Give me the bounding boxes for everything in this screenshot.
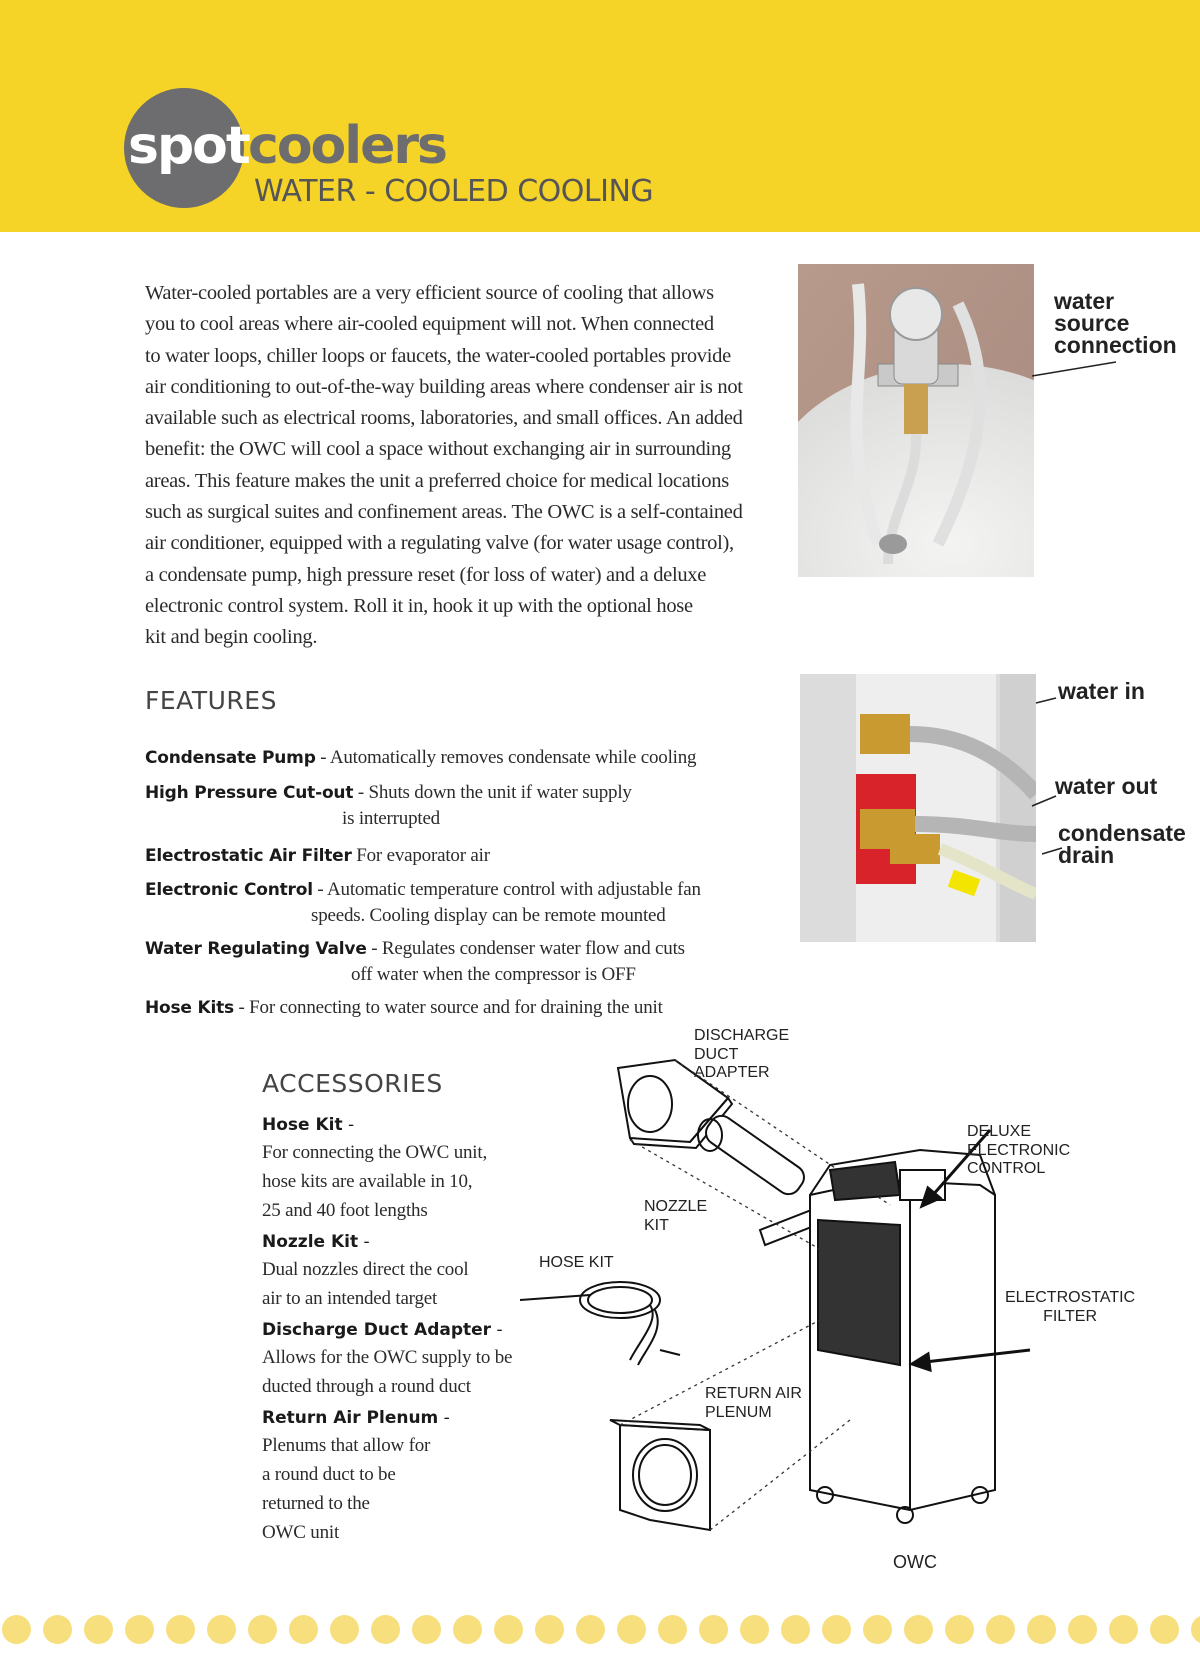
intro-line: such as surgical suites and confinement areas. The OWC is a self-contained — [145, 501, 743, 524]
feature-item — [145, 995, 663, 1021]
accessory-text: Plenums that allow for — [262, 1435, 431, 1456]
feature-title: Condensate Pump — [145, 748, 316, 768]
border-dot — [494, 1615, 523, 1644]
accessory-text: hose kits are available in 10, — [262, 1171, 473, 1192]
accessory-title — [262, 1405, 532, 1431]
border-dot — [904, 1615, 933, 1644]
features-heading: FEATURES — [145, 686, 277, 715]
feature-item — [145, 877, 701, 928]
water-source-label — [1054, 290, 1177, 356]
condensate-drain-label — [1058, 822, 1186, 866]
feature-title: Hose Kits — [145, 998, 234, 1018]
border-dot — [1109, 1615, 1138, 1644]
accessory-title — [262, 1229, 532, 1255]
border-dot — [453, 1615, 482, 1644]
label-line: CONTROL — [967, 1160, 1046, 1177]
border-dot — [330, 1615, 359, 1644]
accessory-text: Dual nozzles direct the cool — [262, 1259, 469, 1280]
feature-sep: - — [312, 879, 328, 900]
feature-title: Electronic Control — [145, 880, 313, 900]
feature-text: Regulates condenser water flow and cuts — [381, 938, 685, 959]
label-line: ELECTROSTATIC — [1005, 1289, 1136, 1306]
intro-line: air conditioning to out-of-the-way building areas where condenser air is not — [145, 375, 743, 398]
feature-title: Electrostatic Air Filter — [145, 846, 352, 866]
accessories-list — [262, 1112, 532, 1547]
feature-sep: - — [353, 782, 369, 803]
label-line: DELUXE — [967, 1123, 1032, 1140]
label-line: condensate — [1058, 820, 1186, 846]
feature-text: Shuts down the unit if water supply — [368, 782, 632, 803]
owc-label: OWC — [893, 1552, 937, 1572]
hose-kit-label — [539, 1254, 614, 1273]
border-dot — [125, 1615, 154, 1644]
intro-line: areas. This feature makes the unit a preferred choice for medical locations — [145, 469, 729, 492]
water-out-label: water out — [1055, 773, 1158, 799]
border-dot — [945, 1615, 974, 1644]
border-dot — [617, 1615, 646, 1644]
accessory-title-text: Discharge Duct Adapter — [262, 1320, 492, 1340]
accessory-title-text: Nozzle Kit — [262, 1232, 359, 1252]
water-in-label: water in — [1058, 678, 1145, 704]
label-line: PLENUM — [705, 1403, 772, 1421]
feature-text: Automatic temperature control with adjustable fan — [327, 879, 701, 900]
border-dot — [576, 1615, 605, 1644]
border-dot — [166, 1615, 195, 1644]
feature-item — [145, 745, 696, 771]
border-dot — [699, 1615, 728, 1644]
accessory-title-text: Return Air Plenum — [262, 1408, 439, 1428]
intro-line: benefit: the OWC will cool a space without exchanging air in surrounding — [145, 438, 731, 461]
border-dot — [740, 1615, 769, 1644]
accessory-text: a round duct to be — [262, 1464, 396, 1485]
connections-photo — [800, 674, 1036, 942]
label-line: DISCHARGE — [694, 1027, 790, 1044]
discharge-duct-label — [694, 1027, 789, 1083]
accessory-title — [262, 1317, 532, 1343]
feature-sep: - — [315, 747, 330, 768]
label-line: source — [1054, 310, 1130, 336]
border-dot — [1150, 1615, 1179, 1644]
logo-coolers-text: coolers — [248, 116, 446, 176]
electrostatic-filter-label — [1005, 1289, 1135, 1326]
accessory-title-suffix: - — [438, 1408, 450, 1428]
border-dot — [2, 1615, 31, 1644]
faucet-photo — [798, 264, 1034, 577]
accessory-text: Allows for the OWC supply to be — [262, 1347, 513, 1368]
owc-diagram — [500, 1020, 1060, 1560]
accessory-text: returned to the — [262, 1493, 370, 1514]
label-line: ADAPTER — [694, 1064, 770, 1081]
border-dot — [207, 1615, 236, 1644]
feature-text-cont: is interrupted — [342, 808, 440, 829]
border-dot — [822, 1615, 851, 1644]
border-dot — [1027, 1615, 1056, 1644]
label-line: water — [1054, 288, 1115, 314]
border-dot — [535, 1615, 564, 1644]
border-dot — [84, 1615, 113, 1644]
accessory-title-suffix: - — [358, 1232, 370, 1252]
feature-sep: - — [233, 997, 250, 1018]
border-dot — [1191, 1615, 1200, 1644]
accessories-heading: ACCESSORIES — [262, 1069, 443, 1098]
border-dot — [412, 1615, 441, 1644]
label-line: DUCT — [694, 1045, 739, 1063]
deluxe-control-label — [967, 1123, 1070, 1179]
nozzle-kit-label — [644, 1198, 707, 1235]
label-line: ELECTRONIC — [967, 1141, 1071, 1159]
border-dot — [1068, 1615, 1097, 1644]
accessory-title — [262, 1112, 532, 1138]
accessory-text: ducted through a round duct — [262, 1376, 471, 1397]
feature-text: For connecting to water source and for draining the unit — [249, 997, 663, 1018]
border-dot — [658, 1615, 687, 1644]
border-dot — [371, 1615, 400, 1644]
feature-sep: - — [366, 938, 382, 959]
feature-title: High Pressure Cut-out — [145, 783, 354, 803]
accessory-text: For connecting the OWC unit, — [262, 1142, 487, 1163]
accessory-text: 25 and 40 foot lengths — [262, 1200, 428, 1221]
border-dot — [248, 1615, 277, 1644]
feature-title: Water Regulating Valve — [145, 939, 367, 959]
return-air-plenum-label — [705, 1385, 802, 1422]
label-line: HOSE KIT — [539, 1254, 614, 1271]
accessory-text: air to an intended target — [262, 1288, 438, 1309]
intro-line: air conditioner, equipped with a regulating valve (for water usage control), — [145, 532, 734, 555]
intro-line: you to cool areas where air-cooled equipment will not. When connected — [145, 313, 714, 336]
label-line: RETURN AIR — [705, 1385, 802, 1402]
label-line: FILTER — [1043, 1307, 1098, 1325]
feature-text-cont: speeds. Cooling display can be remote mounted — [311, 905, 666, 926]
label-line: connection — [1054, 332, 1177, 358]
intro-line: Water-cooled portables are a very efficient source of cooling that allows — [145, 282, 714, 304]
intro-line: to water loops, chiller loops or faucets, the water-cooled portables provide — [145, 344, 731, 367]
intro-line: a condensate pump, high pressure reset (for loss of water) and a deluxe — [145, 563, 707, 586]
accessory-title-suffix: - — [491, 1320, 503, 1340]
feature-item — [145, 780, 632, 831]
feature-item — [145, 936, 685, 987]
border-dot — [863, 1615, 892, 1644]
border-dot — [781, 1615, 810, 1644]
intro-line: kit and begin cooling. — [145, 626, 318, 649]
feature-text: Automatically removes condensate while cooling — [329, 747, 697, 768]
feature-text: For evaporator air — [356, 845, 490, 866]
intro-line: available such as electrical rooms, laboratories, and small offices. An added — [145, 407, 743, 430]
label-line: KIT — [644, 1216, 669, 1234]
feature-text-cont: off water when the compressor is OFF — [351, 964, 636, 985]
label-line: NOZZLE — [644, 1198, 708, 1215]
border-dot — [986, 1615, 1015, 1644]
accessory-title-text: Hose Kit — [262, 1115, 343, 1135]
label-line: drain — [1058, 842, 1115, 868]
border-dot — [289, 1615, 318, 1644]
feature-item — [145, 843, 490, 869]
border-dot — [43, 1615, 72, 1644]
accessory-title-suffix: - — [342, 1115, 355, 1135]
intro-line: electronic control system. Roll it in, hook it up with the optional hose — [145, 594, 693, 617]
intro-paragraph — [145, 278, 785, 654]
page-subtitle: WATER - COOLED COOLING — [254, 174, 654, 209]
logo-spot-text: spot — [128, 116, 249, 176]
accessory-text: OWC unit — [262, 1522, 340, 1543]
